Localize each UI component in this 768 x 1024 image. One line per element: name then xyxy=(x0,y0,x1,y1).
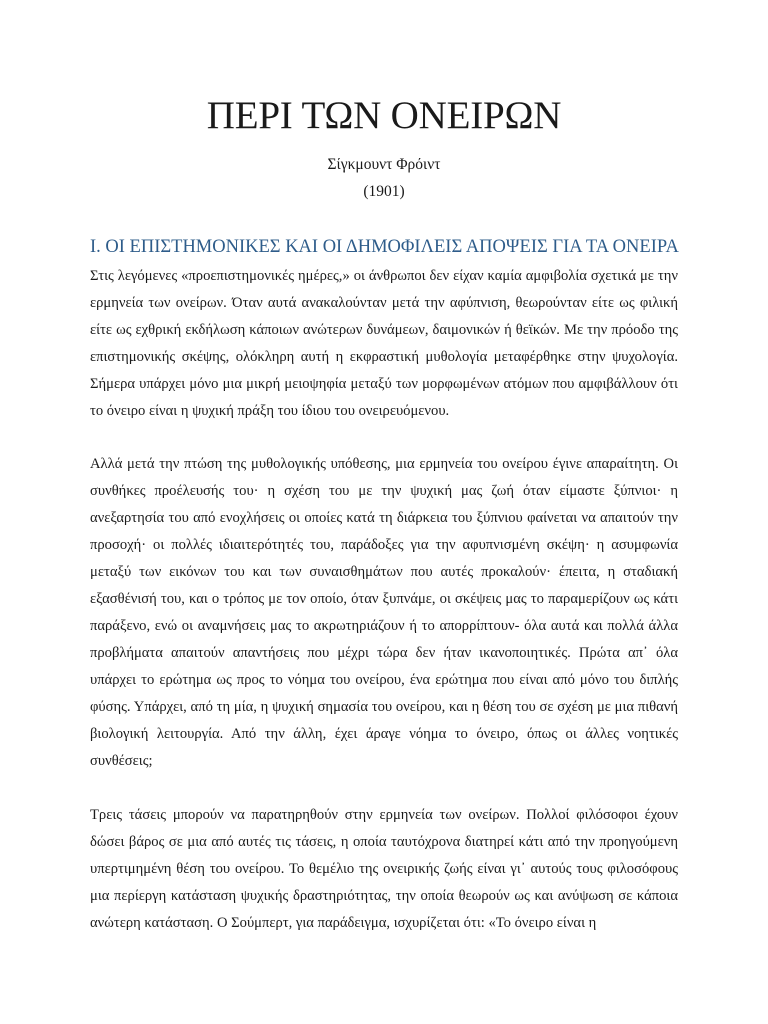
paragraph-1: Στις λεγόμενες «προεπιστημονικές ημέρες,» οι άνθρωποι δεν είχαν καμία αμφιβολία σχετικά με την ερμηνεία των ονείρων. Όταν αυτά ανακαλούνταν μετά την αφύπνιση, θεωρούνταν είτε ως φιλική είτε ως εχθρική εκδήλωση κάποιων ανώτερων δυνάμεων, δαιμονικών ή θεϊκών. Με την πρόοδο της επιστημονικής σκέψης, ολόκληρη αυτή η εκφραστική μυθολογία μεταφέρθηκε στην ψυχολογία. Σήμερα υπάρχει μόνο μια μικρή μειοψηφία μεταξύ των μορφωμένων ατόμων που αμφιβάλλουν ότι το όνειρο είναι η ψυχική πράξη του ίδιου του ονειρευόμενου. xyxy=(90,268,678,419)
paragraph-3: Τρεις τάσεις μπορούν να παρατηρηθούν στην ερμηνεία των ονείρων. Πολλοί φιλόσοφοι έχουν δώσει βάρος σε μια από αυτές τις τάσεις, η οποία ταυτόχρονα διατηρεί κάτι από την προηγούμενη υπερτιμημένη θέση του ονείρου. Το θεμέλιο της ονειρικής ζωής είναι γι᾽ αυτούς τους φιλοσόφους μια περίεργη κατάσταση ψυχικής δραστηριότητας, την οποία θεωρούν ως και ανύψωση σε κάποια ανώτερη κατάσταση. Ο Σούμπερτ, για παράδειγμα, ισχυρίζεται ότι: «Το όνειρο είναι η xyxy=(90,807,678,931)
document-year: (1901) xyxy=(363,183,405,200)
paragraph-2: Αλλά μετά την πτώση της μυθολογικής υπόθεσης, μια ερμηνεία του ονείρου έγινε απαραίτητη. Οι συνθήκες προέλευσής του· η σχέση του με την ψυχική μας ζωή όταν είμαστε ξύπνιοι· η ανεξαρτησία του από ενοχλήσεις οι οποίες κατά τη διάρκεια του ξύπνιου φαίνεται να απαιτούν την προσοχή· οι πολλές ιδιαιτερότητές του, παράδοξες για την αφυπνισμένη σκέψη· η ασυμφωνία μεταξύ των εικόνων του και των συναισθημάτων που αυτές προκαλούν· έπειτα, η σταδιακή εξασθένισή του, και ο τρόπος με τον οποίο, όταν ξυπνάμε, οι σκέψεις μας το παραμερίζουν ως κάτι παράξενο, ενώ οι αναμνήσεις μας το ακρωτηριάζουν ή το απορρίπτουν- όλα αυτά και πολλά άλλα προβλήματα απαιτούν απαντήσεις που μέχρι τώρα δεν ήταν ικανοποιητικές. Πρώτα απ᾽ όλα υπάρχει το ερώτημα ως προς το νόημα του ονείρου, ένα ερώτημα που είναι από μόνο του διπλής φύσης. Υπάρχει, από τη μία, η ψυχική σημασία του ονείρου, και η θέση του σε σχέση με μια πιθανή βιολογική λειτουργία. Από την άλλη, έχει άραγε νόημα το όνειρο, όπως οι άλλες νοητικές συνθέσεις; xyxy=(90,456,678,769)
document-author: Σίγκμουντ Φρόιντ xyxy=(327,156,441,173)
document-title: ΠΕΡΙ ΤΩΝ ΟΝΕΙΡΩΝ xyxy=(206,94,562,137)
section-heading: I. ΟΙ ΕΠΙΣΤΗΜΟΝΙΚΕΣ ΚΑΙ ΟΙ ΔΗΜΟΦΙΛΕΙΣ ΑΠΟΨΕΙΣ ΓΙΑ ΤΑ ΟΝΕΙΡΑ xyxy=(90,237,679,257)
